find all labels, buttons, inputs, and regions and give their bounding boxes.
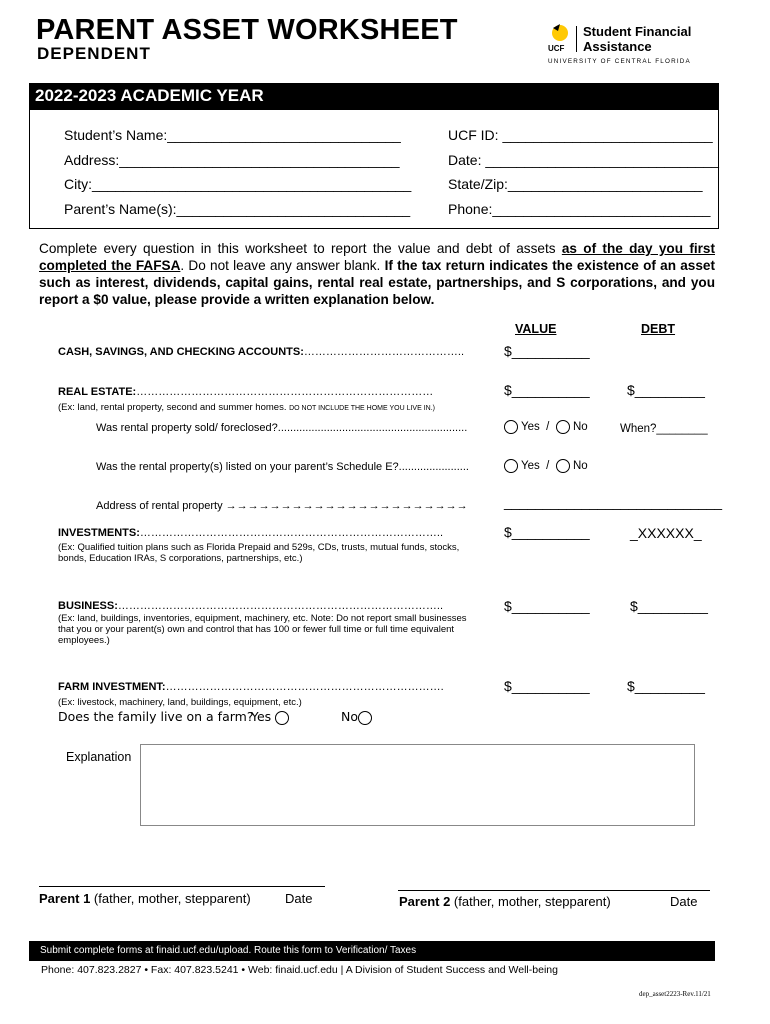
real-estate-note <box>58 402 435 414</box>
business-value-field[interactable]: $__________ <box>504 598 590 614</box>
investments-value-field[interactable]: $__________ <box>504 524 590 540</box>
logo-line-2: Assistance <box>583 39 652 54</box>
farm-leader: …………………………………………………………………. <box>165 681 444 693</box>
intro-emphasis: as of the day you first completed the FAFSA <box>39 241 716 273</box>
schedule-e-no-radio[interactable] <box>556 459 570 473</box>
intro-bold: If the tax return indicates the existence of an asset such as interest, dividends, capital gains, rental real estate, partnerships, and S corporations, and you report a $0 value, please provide a written explanation below. <box>39 258 715 307</box>
real-estate-leader: ……………………………………………………………………… <box>136 386 434 398</box>
business-label <box>58 600 443 612</box>
cash-label <box>58 346 464 358</box>
parent1-caption <box>39 891 251 906</box>
phone-field[interactable]: Phone:____________________________ <box>448 201 711 217</box>
farm-value-field[interactable]: $__________ <box>504 678 590 694</box>
slash: / <box>546 421 550 434</box>
value-column-header: VALUE <box>515 322 557 336</box>
page-title: PARENT ASSET WORKSHEET <box>36 14 458 46</box>
investments-label-text: INVESTMENTS: <box>58 527 140 539</box>
logo-line-1: Student Financial <box>583 24 692 39</box>
debt-column-header: DEBT <box>641 322 676 336</box>
investments-note: (Ex: Qualified tuition plans such as Florida Prepaid and 529s, CDs, trusts, mutual funds, stocks, bonds, Education IRAs, S corporations, partnerships, etc.) <box>58 542 460 564</box>
parent-names-field[interactable]: Parent’s Name(s):______________________________ <box>64 201 411 217</box>
business-debt-field[interactable]: $_________ <box>630 598 708 614</box>
page-subtitle: DEPENDENT <box>37 44 151 63</box>
state-zip-field[interactable]: State/Zip:_________________________ <box>448 176 703 192</box>
ucf-id-field[interactable]: UCF ID: ___________________________ <box>448 127 713 143</box>
logo-university: UNIVERSITY OF CENTRAL FLORIDA <box>548 58 691 65</box>
real-estate-label-text: REAL ESTATE: <box>58 386 137 398</box>
parent2-caption <box>399 894 611 909</box>
parent2-label: Parent 2 <box>399 894 451 909</box>
business-note: (Ex: land, buildings, inventories, equipment, machinery, etc. Note: Do not report small businesses that you or your parent(s) own and control that has 100 or fewer full time or full time equivalent employees.) <box>58 613 467 646</box>
slash: / <box>546 460 550 473</box>
submission-bar: Submit complete forms at finaid.ucf.edu/upload. Route this form to Verification/ Taxes <box>29 941 715 961</box>
logo-ucf-text: UCF <box>548 44 565 53</box>
rental-sold-no-radio[interactable] <box>556 420 570 434</box>
instructions-paragraph <box>39 240 715 308</box>
intro-text: Complete every question in this worksheet to report the value and debt of assets <box>39 241 562 256</box>
logo-name <box>583 24 691 54</box>
student-name-field[interactable]: Student’s Name:______________________________ <box>64 127 401 143</box>
live-on-farm-no <box>341 709 372 725</box>
farm-yes-radio[interactable] <box>275 711 289 725</box>
rental-sold-question: Was rental property sold/ foreclosed?.............................................................. <box>96 422 468 434</box>
business-leader: …………………………………………………………………………….. <box>117 600 444 612</box>
cash-leader: …………………………………….. <box>303 346 465 358</box>
no-label: No <box>572 421 588 434</box>
rental-sold-options <box>504 420 588 434</box>
contact-info: Phone: 407.823.2827 • Fax: 407.823.5241 • Web: finaid.ucf.edu | A Division of Student Success and Well-being <box>41 964 558 976</box>
rental-address-text: Address of rental property <box>96 500 223 512</box>
explanation-label: Explanation <box>66 750 132 764</box>
real-estate-note-text: (Ex: land, rental property, second and summer homes. <box>58 402 287 413</box>
investments-label <box>58 527 443 539</box>
real-estate-note-small: DO NOT INCLUDE THE HOME YOU LIVE IN.) <box>289 405 435 412</box>
schedule-e-yes-radio[interactable] <box>504 459 518 473</box>
ucf-logo <box>548 22 738 66</box>
farm-yes-label: Yes <box>251 709 272 724</box>
cash-value-field[interactable]: $__________ <box>504 343 590 359</box>
schedule-e-options <box>504 459 588 473</box>
rental-sold-when-field[interactable]: When?________ <box>620 423 708 435</box>
intro-text-2: . Do not leave any answer blank. <box>180 258 385 273</box>
investments-debt-field: _XXXXXX_ <box>630 525 702 541</box>
arrow-right-icon: →→→→→→→→→→→→→→→→→→→→→→ <box>225 500 468 512</box>
cash-label-text: CASH, SAVINGS, AND CHECKING ACCOUNTS: <box>58 346 304 358</box>
no-label: No <box>572 460 588 473</box>
live-on-farm-yes <box>251 709 289 725</box>
real-estate-debt-field[interactable]: $_________ <box>627 382 705 398</box>
parent2-date-label: Date <box>670 894 698 909</box>
parent2-signature-line[interactable] <box>398 890 710 891</box>
farm-investment-label <box>58 681 444 693</box>
parent1-relation: (father, mother, stepparent) <box>90 891 251 906</box>
real-estate-label <box>58 386 433 398</box>
revision-code: dep_asset2223-Rev.11/21 <box>639 990 711 998</box>
city-field[interactable]: City:_________________________________________ <box>64 176 412 192</box>
logo-divider <box>576 26 577 52</box>
farm-note: (Ex: livestock, machinery, land, buildings, equipment, etc.) <box>58 697 302 708</box>
live-on-farm-question: Does the family live on a farm? <box>58 709 254 724</box>
rental-sold-yes-radio[interactable] <box>504 420 518 434</box>
farm-no-label: No <box>341 709 358 724</box>
schedule-e-question: Was the rental property(s) listed on your parent’s Schedule E?....................... <box>96 461 469 473</box>
investments-leader: ……………………………………………………………………….. <box>139 527 444 539</box>
yes-label: Yes <box>521 421 540 434</box>
farm-debt-field[interactable]: $_________ <box>627 678 705 694</box>
farm-no-radio[interactable] <box>358 711 372 725</box>
rental-address-label <box>96 500 468 512</box>
date-field[interactable]: Date: ______________________________ <box>448 152 719 168</box>
parent2-relation: (father, mother, stepparent) <box>450 894 611 909</box>
parent1-date-label: Date <box>285 891 313 906</box>
parent1-label: Parent 1 <box>39 891 91 906</box>
address-field[interactable]: Address:____________________________________ <box>64 152 400 168</box>
rental-address-field[interactable]: ____________________________ <box>504 494 723 510</box>
explanation-textarea[interactable] <box>140 744 695 826</box>
business-label-text: BUSINESS: <box>58 600 118 612</box>
real-estate-value-field[interactable]: $__________ <box>504 382 590 398</box>
parent1-signature-line[interactable] <box>39 886 325 887</box>
yes-label: Yes <box>521 460 540 473</box>
academic-year-bar: 2022-2023 ACADEMIC YEAR <box>29 83 719 109</box>
farm-label-text: FARM INVESTMENT: <box>58 681 166 693</box>
